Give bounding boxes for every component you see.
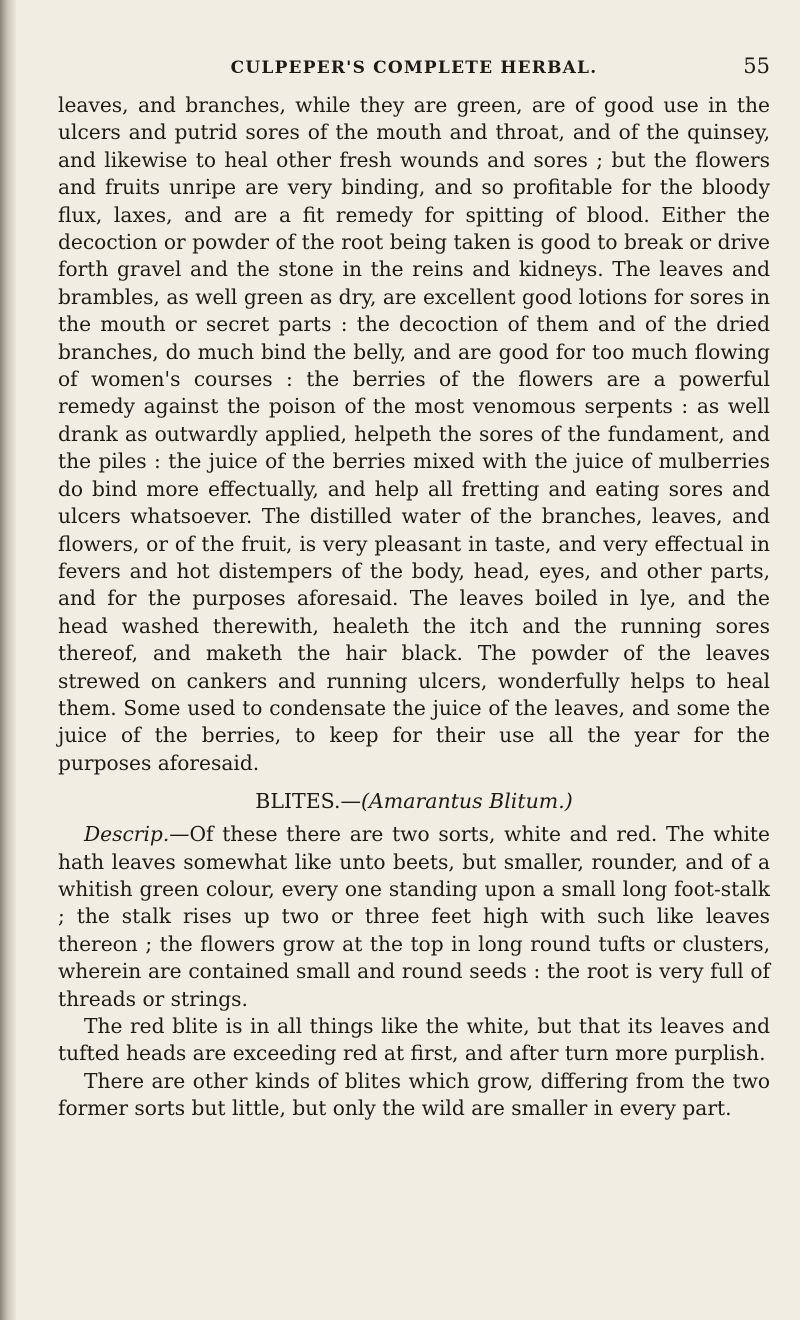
continuation-paragraph: leaves, and branches, while they are green, are of good use in the ulcers and putrid sores of the mouth and throat, and of the quinsey, and likewise to heal other fresh wounds and sores ; but the flowers and fruits unripe are very binding, and so profitable for the bloody flux, laxes, and are a fit remedy for spitting of blood. Either the decoction or powder of the root being taken is good to break or drive forth gravel and the stone in the reins and kidneys. The leaves and brambles, as well green as dry, are excellent good lotions for sores in the mouth or secret parts : the decoction of them and of the dried branches, do much bind the belly, and are good for too much flowing of women's courses : the berries of the flowers are a powerful remedy against the poison of the most venomous serpents : as well drank as outwardly applied, helpeth the sores of the fundament, and the piles : the juice of the berries mixed with the juice of mulberries do bind more effectually, and help all fretting and eating sores and ulcers whatsoever. The distilled water of the branches, leaves, and flowers, or of the fruit, is very pleasant in taste, and very effectual in fevers and hot distempers of the body, head, eyes, and other parts, and for the purposes aforesaid. The leaves boiled in lye, and the head washed therewith, healeth the itch and the running sores thereof, and maketh the hair black. The powder of the leaves strewed on cankers and running ulcers, wonderfully helps to heal them. Some used to condensate the juice of the leaves, and some the juice of the berries, to keep for their use all the year for the purposes aforesaid. xyxy=(58,93,770,775)
running-head xyxy=(58,52,770,92)
other-blites-paragraph: There are other kinds of blites which grow, differing from the two former sorts but little, but only the wild are smaller in every part. xyxy=(58,1068,770,1121)
section-heading xyxy=(58,789,770,813)
descrip-label: Descrip. xyxy=(84,822,170,847)
page-number: 55 xyxy=(743,54,770,78)
description-paragraph xyxy=(58,821,770,1013)
section-latin-name: —(Amarantus Blitum.) xyxy=(340,789,573,814)
section-title: BLITES. xyxy=(255,789,341,814)
book-page xyxy=(58,52,770,1123)
book-spine-shadow xyxy=(0,0,16,1320)
descrip-text: —Of these there are two sorts, white and red. The white hath leaves somewhat like unto beets, but smaller, rounder, and of a whitish green colour, every one standing upon a small long foot-stalk ; the stalk rises up two or three feet high with such like leaves thereon ; the flowers grow at the top in long round tufts or clusters, wherein are contained small and round seeds : the root is very full of threads or strings. xyxy=(58,822,770,1011)
running-title: CULPEPER'S COMPLETE HERBAL. xyxy=(230,58,598,78)
red-blite-paragraph: The red blite is in all things like the white, but that its leaves and tufted heads are exceeding red at first, and after turn more purplish. xyxy=(58,1014,770,1066)
